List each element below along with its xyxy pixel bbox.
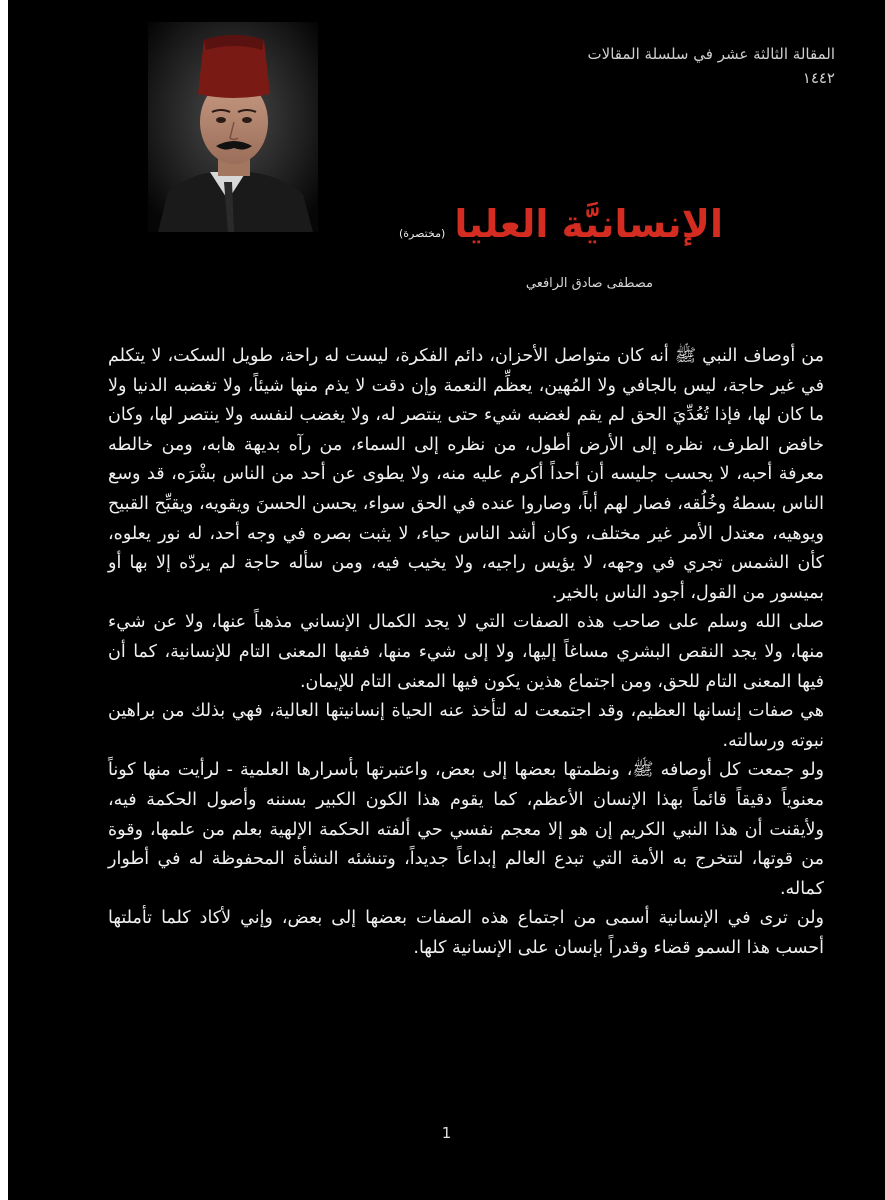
title-block bbox=[303, 202, 723, 246]
series-header bbox=[475, 42, 835, 90]
page-number: 1 bbox=[441, 1124, 452, 1142]
author-name: مصطفى صادق الرافعي bbox=[525, 276, 653, 291]
paragraph-1: من أوصاف النبي ﷺ أنه كان متواصل الأحزان، دائم الفكرة، ليست له راحة، طويل السكت، لا يتكلم في غير حاجة، ليس بالجافي ولا المُهين، يعظِّم النعمة وإن دقت لا يذم منها شيئاً، ولا تغضبه الدنيا ولا ما كان لها، فإذا تُعُدِّيَ الحق لم يقم لغضبه شيء حتى ينتصر له، ولا يغضب لنفسه ولا ينتصر لها، وكان خافض الطرف، نظره إلى الأرض أطول، من نظره إلى السماء، من رآه بديهة هابه، ومن خالطه معرفة أحبه، لا يحسب جليسه أن أحداً أكرم عليه منه، ولا يطوى عن أحد من الناس بشْرَه، قد وسع الناس بسطهُ وخُلُقه، فصار لهم أباً، وصاروا عنده في الحق سواء، يحسن الحسنَ ويقويه، ويقبِّح القبيح ويوهيه، معتدل الأمر غير مختلف، وكان أشد الناس حياء، لا يثبت بصره في وجه أحد، له نور يعلوه، كأن الشمس تجري في وجهه، لا يؤيس راجيه، ولا يخيب فيه، ومن سأله حاجة لم يردّه إلا بها أو بميسور من القول، أجود الناس بالخير. bbox=[108, 346, 824, 603]
author-portrait bbox=[148, 22, 318, 232]
left-border bbox=[0, 0, 8, 1200]
series-line: المقالة الثالثة عشر في سلسلة المقالات bbox=[587, 45, 835, 63]
document-page bbox=[8, 0, 885, 1200]
hijri-year: ١٤٤٢ bbox=[802, 69, 835, 87]
paragraph-4: ولو جمعت كل أوصافه ﷺ، ونظمتها بعضها إلى بعض، واعتبرتها بأسرارها العلمية - لرأيت منها كوناً معنوياً دقيقاً قائماً بهذا الإنسان الأعظم، كما يقوم هذا الكون الكبير بسننه وأصول الحكمة فيه، ولأيقنت أن هذا النبي الكريم إن هو إلا معجم نفسي حي ألفته الحكمة الإلهية بعلم من علمها، وقوة من قوتها، لتتخرج به الأمة التي تبدع العالم إبداعاً جديداً، وتنشئه النشأة المحفوظة له في أطوار كماله. bbox=[108, 760, 824, 899]
article-body bbox=[108, 342, 824, 963]
paragraph-2: صلى الله وسلم على صاحب هذه الصفات التي لا يجد الكمال الإنساني مذهباً عنها، ولا عن شيء منها، ولا يجد النقص البشري مساغاً إليها، ولا إلى شيء منها، ففيها المعنى التام للإنسانية، كما أن فيها المعنى التام للحق، ومن اجتماع هذين يكون فيها المعنى التام للإيمان. bbox=[108, 612, 824, 692]
abridged-note: (مختصرة) bbox=[399, 227, 446, 240]
portrait-image bbox=[148, 22, 318, 232]
article-title: الإنسانيَّة العليا bbox=[454, 202, 723, 246]
paragraph-5: ولن ترى في الإنسانية أسمى من اجتماع هذه الصفات بعضها إلى بعض، وإني لأكاد كلما تأملتها أحسب هذا السمو قضاء وقدراً بإنسان على الإنسانية كلها. bbox=[108, 908, 824, 958]
paragraph-3: هي صفات إنسانها العظيم، وقد اجتمعت له لتأخذ عنه الحياة إنسانيتها العالية، فهي بذلك من براهين نبوته ورسالته. bbox=[108, 701, 824, 751]
